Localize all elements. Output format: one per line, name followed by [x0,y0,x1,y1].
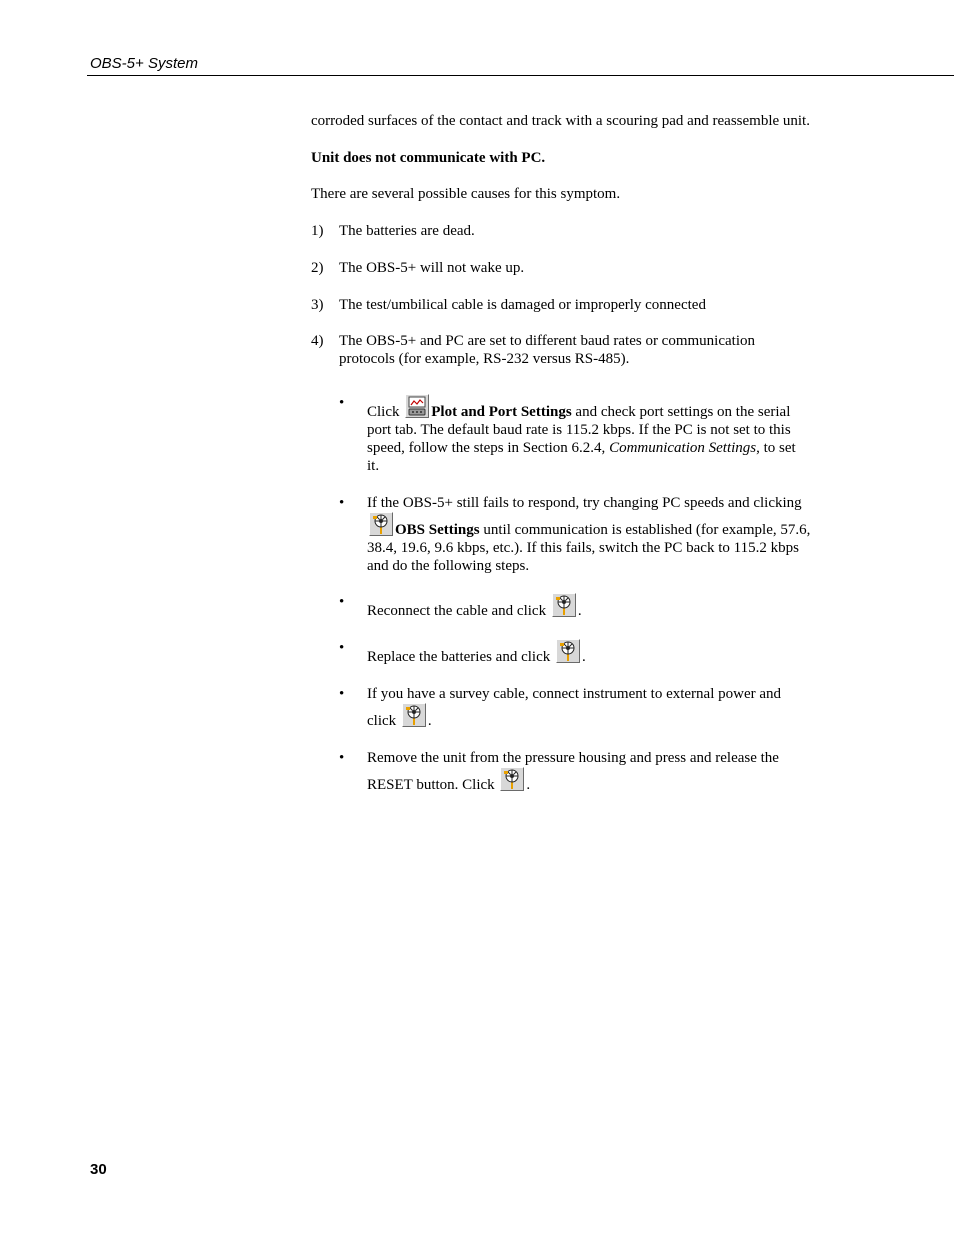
cause-item-1 [311,222,811,240]
running-header: OBS-5+ System [90,55,198,72]
plot-and-port-settings-icon[interactable] [405,394,429,418]
remedy-item-5: • If you have a survey cable, connect instrument to external power and click . [339,686,782,729]
remedy-item-6: • Remove the unit from the pressure housing and press and release the RESET button. Click . [339,750,779,793]
cause-item-4 [311,332,811,368]
bullet-mark: • [339,495,345,511]
obs-settings-icon[interactable] [369,512,393,536]
remedy-item-3: • Reconnect the cable and click . [339,594,582,619]
page-body [311,112,811,794]
section-heading: Unit does not communicate with PC. [311,150,546,166]
intro-paragraph: corroded surfaces of the contact and track with a scouring pad and reassemble unit. [311,113,810,129]
remedy-item-2: • If the OBS-5+ still fails to respond, try changing PC speeds and clicking OBS Settings until communication is established (for example, 57.6, 38.4, 19.6, 9.6 kbps, etc.). If this fails, switch the PC back to 115.2 kbps and do the following steps. [339,495,811,574]
cause-item-3 [311,296,811,314]
cause-text: The OBS-5+ and PC are set to different baud rates or communication protocols (for example, RS-232 versus RS-485). [339,333,755,367]
cause-number: 1) [311,223,324,239]
cause-item-2 [311,259,811,277]
remedy-item-4: • Replace the batteries and click . [339,640,586,665]
bullet-mark: • [339,395,345,411]
obs-settings-icon[interactable] [552,593,576,617]
bullet-mark: • [339,750,345,766]
bullet-mark: • [339,686,345,702]
page-number: 30 [90,1161,107,1178]
cause-text: The OBS-5+ will not wake up. [339,260,525,276]
cause-text: The test/umbilical cable is damaged or improperly connected [339,297,706,313]
cause-number: 3) [311,297,324,313]
obs-settings-icon[interactable] [402,703,426,727]
cause-number: 2) [311,260,324,276]
causes-intro: There are several possible causes for this symptom. [311,186,621,202]
bullet-mark: • [339,594,345,610]
bullet-mark: • [339,640,345,656]
cause-text: The batteries are dead. [339,223,475,239]
header-rule [87,75,954,76]
obs-settings-icon[interactable] [500,767,524,791]
cause-number: 4) [311,333,324,349]
obs-settings-icon[interactable] [556,639,580,663]
remedy-item-1: • Click Plot and Port Settings and check port settings on the serial port tab. The default baud rate is 115.2 kbps. If the PC is not set to this speed, follow the steps in Section 6.2.4, Communication Settings, to set it. [339,395,796,474]
remedy-list [339,394,811,794]
